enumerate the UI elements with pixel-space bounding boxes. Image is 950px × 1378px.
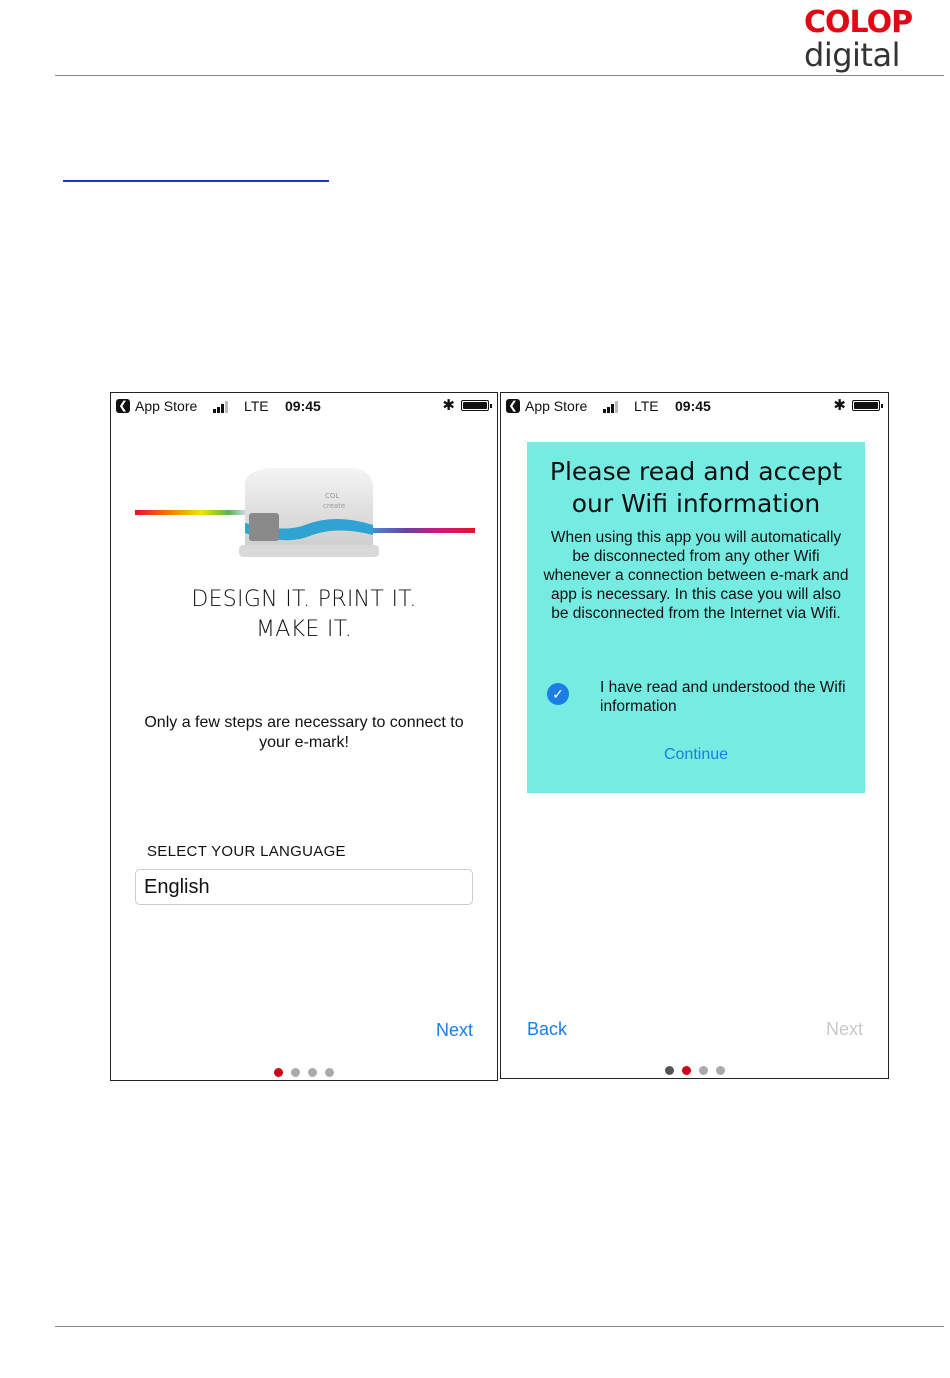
page-dot-2: [682, 1066, 691, 1075]
tagline: [111, 585, 497, 645]
e-mark-printer-image: [135, 453, 475, 563]
page-dot-4: [325, 1068, 334, 1077]
clock: 09:45: [285, 398, 321, 414]
battery-icon: [461, 400, 489, 411]
bluetooth-icon: ✱: [833, 397, 846, 414]
page-dot-1: [665, 1066, 674, 1075]
wifi-info-dialog: [527, 442, 865, 793]
network-label: LTE: [244, 398, 269, 414]
network-label: LTE: [634, 398, 659, 414]
phone-screen-welcome: [110, 392, 498, 1081]
tagline-line-2: MAKE IT.: [255, 617, 353, 642]
dialog-title: Please read and accept our Wifi information: [549, 457, 843, 518]
status-bar: [501, 393, 888, 419]
hyperlink-underline[interactable]: [63, 180, 329, 182]
battery-icon: [852, 400, 880, 411]
page-dot-2: [291, 1068, 300, 1077]
language-label: SELECT YOUR LANGUAGE: [147, 843, 346, 860]
checkmark-icon[interactable]: ✓: [547, 683, 569, 705]
logo-brand: COLOP: [804, 5, 913, 40]
phone-screen-wifi-info: [500, 392, 889, 1079]
page-indicator: [501, 1062, 888, 1080]
page-dot-4: [716, 1066, 725, 1075]
tagline-line-1: DESIGN IT. PRINT IT.: [191, 587, 417, 612]
logo-sub: digital: [804, 36, 900, 74]
svg-text:create: create: [323, 502, 346, 510]
intro-text: Only a few steps are necessary to connect to your e-mark!: [144, 714, 464, 751]
bluetooth-icon: ✱: [442, 397, 455, 414]
checkbox-label[interactable]: I have read and understood the Wifi information: [600, 679, 846, 715]
signal-icon: [603, 401, 623, 413]
continue-button[interactable]: Continue: [663, 746, 729, 763]
page-dot-1: [274, 1068, 283, 1077]
back-to-app-icon[interactable]: ❮: [116, 399, 130, 413]
next-button[interactable]: Next: [435, 1020, 473, 1040]
dialog-body: When using this app you will automatically be disconnected from any other Wifi whenever a connection between e-mark and app is necessary. In this case you will also be disconnected from the Internet via Wifi.: [543, 529, 849, 622]
clock: 09:45: [675, 398, 711, 414]
language-select[interactable]: English: [135, 869, 473, 905]
next-button-disabled: Next: [825, 1019, 863, 1039]
page-dot-3: [308, 1068, 317, 1077]
colop-digital-logo: [804, 5, 914, 74]
status-bar: [111, 393, 497, 419]
back-to-app-icon[interactable]: ❮: [506, 399, 520, 413]
page-dot-3: [699, 1066, 708, 1075]
svg-text:COL: COL: [325, 492, 340, 500]
back-button[interactable]: Back: [527, 1019, 568, 1039]
header-rule: [55, 75, 944, 76]
back-app-label[interactable]: App Store: [525, 398, 588, 414]
back-app-label[interactable]: App Store: [135, 398, 198, 414]
page-indicator: [111, 1064, 497, 1082]
footer-rule: [55, 1326, 944, 1327]
signal-icon: [213, 401, 233, 413]
